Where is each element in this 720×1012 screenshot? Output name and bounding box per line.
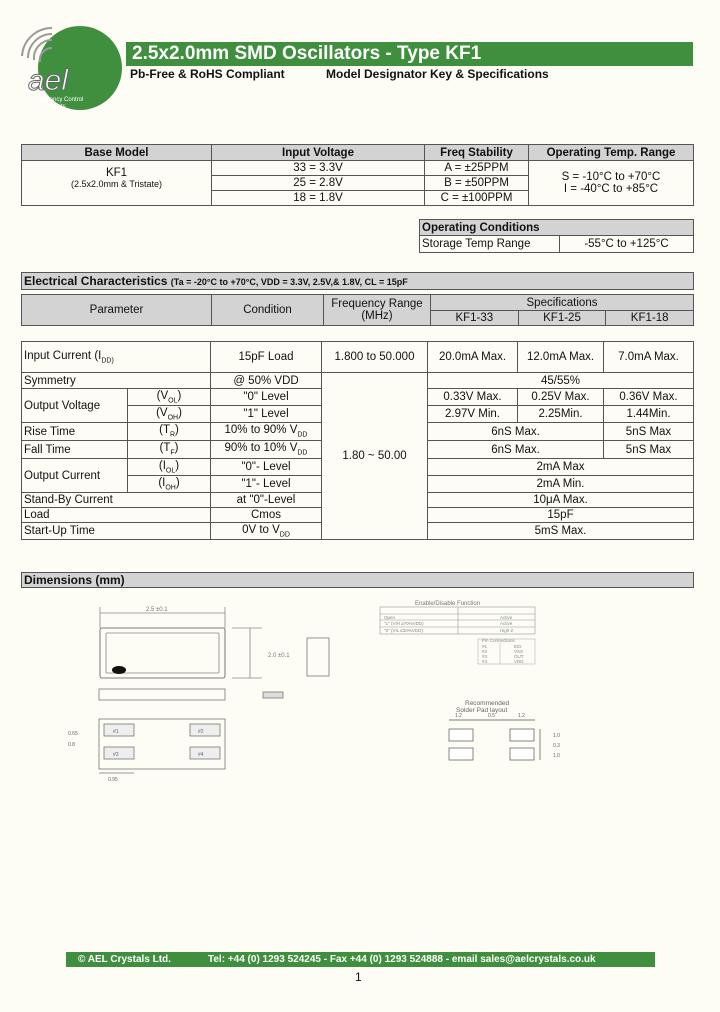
value-rise-33-25: 6nS Max. — [428, 423, 604, 441]
package-top-view — [100, 607, 262, 678]
cond-vol: "0" Level — [211, 389, 322, 406]
enable-row-state: High Z — [500, 628, 514, 633]
operating-conditions-title: Operating Conditions — [420, 220, 694, 236]
sym-rise-time: $(T_R)$ — [128, 423, 211, 441]
cond-iol: "0"- Level — [211, 459, 322, 476]
logo-text: ael — [28, 64, 69, 97]
pin1-marker — [112, 666, 126, 674]
value-startup: 5mS Max. — [428, 523, 694, 540]
stability-option: A = ±25PPM — [425, 161, 529, 176]
package-side-view — [99, 638, 329, 700]
table-row — [22, 373, 694, 389]
model-key-table — [21, 144, 694, 206]
electrical-header-table — [21, 294, 694, 326]
value-symmetry: 45/55% — [428, 373, 694, 389]
value-iol: 2mA Max — [428, 459, 694, 476]
value-voh-25: 2.25Min. — [518, 406, 604, 423]
param-load: Load — [22, 508, 211, 523]
dim-bottom-label: 0.8 — [68, 742, 75, 748]
pin-number: #2 — [482, 649, 488, 654]
col-kf1-33: KF1-33 — [431, 311, 519, 326]
value-load: 15pF — [428, 508, 694, 523]
pad-label: #3 — [113, 752, 119, 758]
electrical-title: Electrical Characteristics — [24, 274, 168, 288]
sym-voh: $(V_{OH})$ — [128, 406, 211, 423]
footer-bar — [66, 952, 655, 967]
enable-row-state: Active — [500, 621, 513, 626]
sym-fall-time: $(T_F)$ — [128, 441, 211, 459]
value-vol-25: 0.25V Max. — [518, 389, 604, 406]
package-bottom-view — [99, 719, 225, 773]
param-fall-time: Fall Time — [22, 441, 128, 459]
col-kf1-25: KF1-25 — [518, 311, 606, 326]
value-standby: 10μA Max. — [428, 493, 694, 508]
enable-row-condition: "1" (VIH ≥70%VDD) — [384, 621, 424, 626]
param-output-voltage: Output Voltage — [22, 389, 128, 423]
cond-symmetry: @ 50% VDD — [211, 373, 322, 389]
subtitle-compliance: Pb-Free & RoHS Compliant — [130, 67, 285, 81]
pad-label: #4 — [198, 752, 204, 758]
value-fall-18: 5nS Max — [604, 441, 694, 459]
base-model-value: KF1 — [105, 167, 128, 179]
dim-bottom-label: 0.65 — [68, 731, 78, 737]
param-output-current: Output Current — [22, 459, 128, 493]
col-specifications: Specifications — [431, 295, 694, 311]
page-number: 1 — [355, 970, 362, 984]
value-ioh: 2mA Min. — [428, 476, 694, 493]
dimensions-drawing — [0, 595, 720, 785]
pad-dim: 1.0 — [553, 733, 560, 739]
pad-label: #2 — [198, 729, 204, 735]
sym-ioh: $(I_{OH})$ — [128, 476, 211, 493]
recommended-label: Recommended — [465, 700, 510, 707]
pad-dim: 0.3 — [553, 743, 560, 749]
dim-bottom-label: 0.95 — [108, 777, 118, 783]
electrical-conditions-note: (Ta = -20°C to +70°C, VDD = 3.3V, 2.5V,& 1.8V, CL = 15pF — [170, 277, 408, 287]
logo-tagline-1: Frequency Control — [34, 97, 84, 103]
operating-conditions-table — [419, 219, 694, 253]
pad-dim: 1.0 — [553, 753, 560, 759]
value-kf1-18: 7.0mA Max. — [604, 342, 694, 373]
value-voh-18: 1.44Min. — [604, 406, 694, 423]
pad-label: #1 — [113, 729, 119, 735]
pin-number: #4 — [482, 659, 488, 664]
col-frequency-range-unit: (MHz) — [361, 310, 393, 322]
value-voh-33: 2.97V Min. — [428, 406, 518, 423]
electrical-table — [21, 341, 694, 540]
electrical-section-header — [21, 272, 694, 290]
pin-number: #1 — [482, 644, 488, 649]
pad-dim: 1.2 — [518, 713, 525, 719]
dimensions-section-header — [21, 572, 694, 588]
pin-function: VSS — [514, 649, 524, 654]
param-input-current: Input Current ($I_{DD)}$ — [22, 342, 211, 373]
pin-function: VDD — [514, 659, 524, 664]
ael-logo — [8, 22, 126, 110]
header-input-voltage: Input Voltage — [212, 145, 425, 161]
col-kf1-18: KF1-18 — [606, 311, 694, 326]
footer-contact: Tel: +44 (0) 1293 524245 - Fax +44 (0) 1293 524888 - email sales@aelcrystals.co.uk — [208, 954, 596, 965]
value-vol-33: 0.33V Max. — [428, 389, 518, 406]
cond-ioh: "1"- Level — [211, 476, 322, 493]
cond-rise-time: 10% to 90% $V_{DD}$ — [211, 423, 322, 441]
header-freq-stability: Freq Stability — [425, 145, 529, 161]
cond-load: Cmos — [211, 508, 322, 523]
pin-title: Pin Connections — [482, 638, 515, 643]
freq-input-current: 1.800 to 50.000 — [322, 342, 428, 373]
param-standby: Stand-By Current — [22, 493, 211, 508]
temp-range-i: I = -40°C to +85°C — [563, 183, 659, 195]
sym-iol: $(I_{OL})$ — [128, 459, 211, 476]
enable-row-state: Active — [500, 615, 513, 620]
enable-table-title: Enable/Disable Function — [415, 601, 481, 607]
stability-option: B = ±50PPM — [425, 176, 529, 191]
value-kf1-33: 20.0mA Max. — [428, 342, 518, 373]
storage-temp-label: Storage Temp Range — [420, 236, 560, 253]
stability-option: C = ±100PPM — [425, 191, 529, 206]
cond-voh: "1" Level — [211, 406, 322, 423]
voltage-option: 33 = 3.3V — [212, 161, 425, 176]
page-title: 2.5x2.0mm SMD Oscillators - Type KF1 — [126, 42, 693, 66]
cond-fall-time: 90% to 10% $V_{DD}$ — [211, 441, 322, 459]
pin-function: OUT — [514, 654, 524, 659]
storage-temp-value: -55°C to +125°C — [560, 236, 694, 253]
header-base-model: Base Model — [22, 145, 212, 161]
sym-vol: $(V_{OL})$ — [128, 389, 211, 406]
enable-row-condition: Open — [384, 615, 396, 620]
dimensions-title: Dimensions (mm) — [24, 573, 125, 587]
dim-top-width: 2.5 ±0.1 — [146, 607, 168, 613]
param-rise-time: Rise Time — [22, 423, 128, 441]
header-operating-temp: Operating Temp. Range — [529, 145, 694, 161]
base-model-note: (2.5x2.0mm & Tristate) — [70, 179, 163, 189]
cond-input-current: 15pF Load — [211, 342, 322, 373]
freq-range-shared: 1.80 ~ 50.00 — [322, 373, 428, 540]
value-vol-18: 0.36V Max. — [604, 389, 694, 406]
footer-company: © AEL Crystals Ltd. — [78, 954, 171, 965]
temp-range-cell — [529, 161, 694, 206]
pad-dim: 1.2 — [455, 713, 462, 719]
pin-number: #3 — [482, 654, 488, 659]
col-condition: Condition — [212, 295, 324, 326]
recommended-label-2: Solder Pad layout — [456, 707, 508, 714]
temp-range-s: S = -10°C to +70°C — [561, 171, 661, 183]
base-model-cell — [22, 161, 212, 206]
cond-startup: 0V to $V_{DD}$ — [211, 523, 322, 540]
col-frequency-range — [324, 295, 431, 326]
solder-pad-layout — [449, 720, 540, 760]
subtitle-model-key: Model Designator Key & Specifications — [326, 67, 549, 81]
cond-standby: at "0"-Level — [211, 493, 322, 508]
table-row — [22, 342, 694, 373]
enable-row-condition: "0" (VIL ≤30%VDD) — [384, 628, 423, 633]
voltage-option: 18 = 1.8V — [212, 191, 425, 206]
value-rise-18: 5nS Max — [604, 423, 694, 441]
param-symmetry: Symmetry — [22, 373, 211, 389]
dim-side-height: 2.0 ±0.1 — [268, 653, 290, 659]
value-fall-33-25: 6nS Max. — [428, 441, 604, 459]
logo-tagline-2: Products — [42, 104, 66, 110]
pad-dim: 0.5 — [488, 713, 495, 719]
col-parameter: Parameter — [22, 295, 212, 326]
pin-function: E/D — [514, 644, 522, 649]
value-kf1-25: 12.0mA Max. — [518, 342, 604, 373]
col-frequency-range-label: Frequency Range — [331, 298, 423, 310]
param-startup: Start-Up Time — [22, 523, 211, 540]
voltage-option: 25 = 2.8V — [212, 176, 425, 191]
